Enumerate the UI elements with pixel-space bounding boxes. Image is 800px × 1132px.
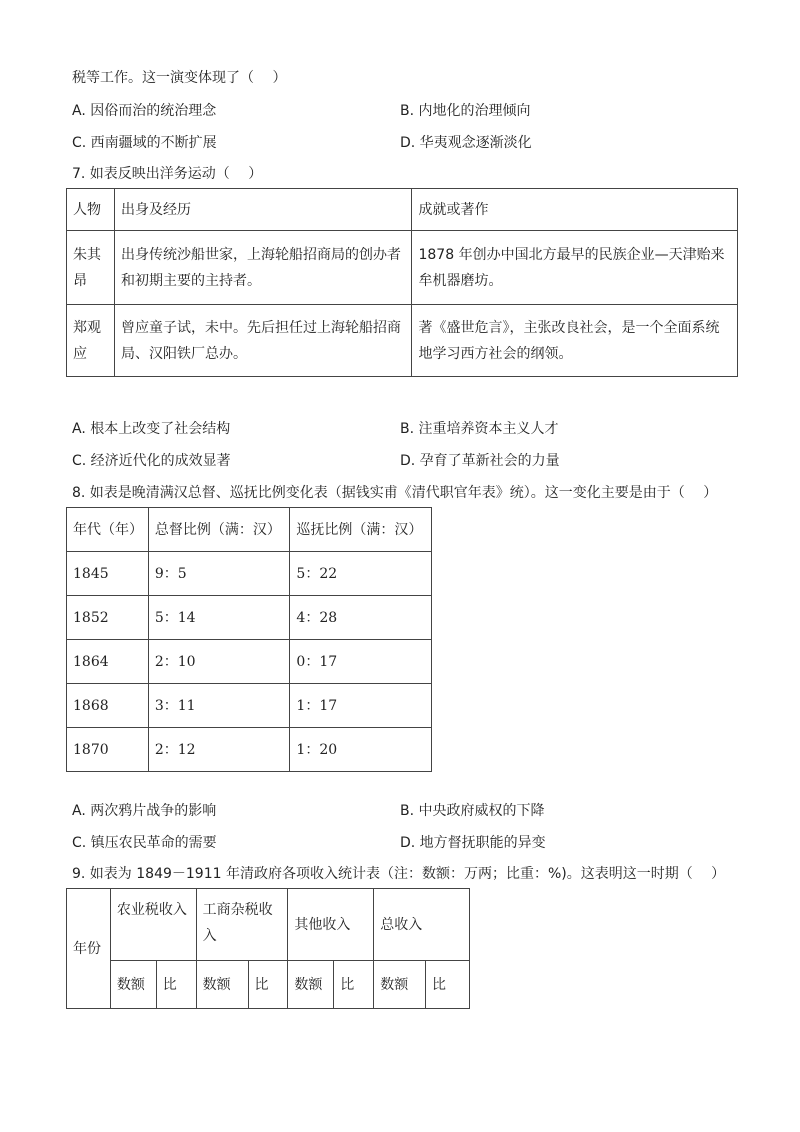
q9-sub-amount: 数额 [110, 961, 156, 1009]
q9-header-group: 其他收入 [288, 889, 374, 961]
q9-header-group: 农业税收入 [110, 889, 196, 961]
q6-option-c[interactable]: C. 西南疆域的不断扩展 [72, 135, 217, 151]
q8-cell: 2：12 [148, 728, 290, 772]
q6-option-b[interactable]: B. 内地化的治理倾向 [400, 103, 531, 119]
q7-table [66, 188, 738, 377]
q7-cell: 1878 年创办中国北方最早的民族企业—天津贻来牟机器磨坊。 [412, 231, 738, 305]
q6-tail: 税等工作。这一演变体现了（ ） [72, 70, 287, 86]
q8-cell: 5：14 [148, 596, 290, 640]
q8-option-b[interactable]: B. 中央政府威权的下降 [400, 803, 545, 819]
q7-cell: 著《盛世危言》，主张改良社会，是一个全面系统地学习西方社会的纲领。 [412, 305, 738, 377]
q7-cell: 郑观应 [67, 305, 115, 377]
q9-sub-ratio: 比 [334, 961, 374, 1009]
q9-sub-amount: 数额 [374, 961, 426, 1009]
q8-option-c[interactable]: C. 镇压农民革命的需要 [72, 835, 217, 851]
q8-option-d[interactable]: D. 地方督抚职能的异变 [400, 835, 546, 851]
q7-stem: 7. 如表反映出洋务运动（ ） [72, 166, 263, 182]
q8-cell: 2：10 [148, 640, 290, 684]
q9-sub-ratio: 比 [156, 961, 196, 1009]
q7-option-b[interactable]: B. 注重培养资本主义人才 [400, 421, 559, 437]
q7-cell: 出身传统沙船世家，上海轮船招商局的创办者和初期主要的主持者。 [114, 231, 412, 305]
q9-table [66, 888, 470, 1009]
q8-cell: 3：11 [148, 684, 290, 728]
q7-cell: 曾应童子试，未中。先后担任过上海轮船招商局、汉阳铁厂总办。 [114, 305, 412, 377]
q8-cell: 1864 [67, 640, 149, 684]
q9-sub-amount: 数额 [196, 961, 248, 1009]
q8-cell: 0：17 [290, 640, 432, 684]
q8-option-a[interactable]: A. 两次鸦片战争的影响 [72, 803, 217, 819]
q8-cell: 1845 [67, 552, 149, 596]
q8-header-xunfu: 巡抚比例（满：汉） [290, 508, 432, 552]
q8-table [66, 507, 432, 772]
q6-option-a[interactable]: A. 因俗而治的统治理念 [72, 103, 217, 119]
q8-cell: 4：28 [290, 596, 432, 640]
q9-stem: 9. 如表为 1849－1911 年清政府各项收入统计表（注：数额：万两；比重：%)。这表明这一时期（ ） [72, 866, 726, 882]
q9-sub-ratio: 比 [248, 961, 288, 1009]
q7-header-background: 出身及经历 [114, 189, 412, 231]
q9-sub-amount: 数额 [288, 961, 334, 1009]
q8-stem: 8. 如表是晚清满汉总督、巡抚比例变化表（据钱实甫《清代职官年表》统）。这一变化主要是由于（ ） [72, 485, 718, 501]
q9-header-group: 总收入 [374, 889, 470, 961]
q8-header-governor: 总督比例（满：汉） [148, 508, 290, 552]
q7-header-achievement: 成就或著作 [412, 189, 738, 231]
q6-option-d[interactable]: D. 华夷观念逐渐淡化 [400, 135, 532, 151]
q9-sub-ratio: 比 [426, 961, 470, 1009]
q9-header-year: 年份 [67, 889, 111, 1009]
q7-option-d[interactable]: D. 孕育了革新社会的力量 [400, 453, 560, 469]
q7-header-person: 人物 [67, 189, 115, 231]
q8-cell: 1：20 [290, 728, 432, 772]
q8-cell: 9：5 [148, 552, 290, 596]
q8-cell: 5：22 [290, 552, 432, 596]
q8-cell: 1：17 [290, 684, 432, 728]
q8-header-year: 年代（年） [67, 508, 149, 552]
q8-cell: 1868 [67, 684, 149, 728]
q8-cell: 1870 [67, 728, 149, 772]
q9-header-group: 工商杂税收入 [196, 889, 288, 961]
q7-option-c[interactable]: C. 经济近代化的成效显著 [72, 453, 231, 469]
q7-cell: 朱其昂 [67, 231, 115, 305]
q8-cell: 1852 [67, 596, 149, 640]
q7-option-a[interactable]: A. 根本上改变了社会结构 [72, 421, 231, 437]
